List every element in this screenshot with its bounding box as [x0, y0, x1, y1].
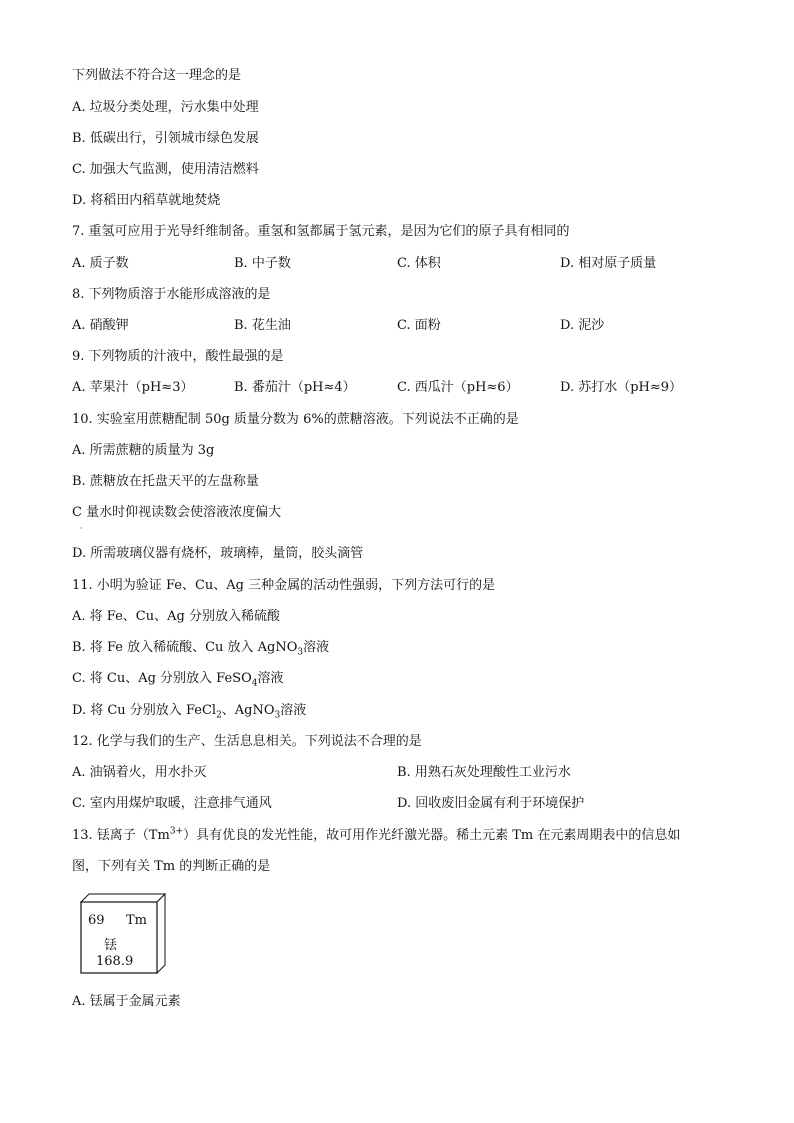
q6-option-a: A. 垃圾分类处理，污水集中处理 [72, 100, 259, 115]
q12-option-a: A. 油锅着火，用水扑灭 [72, 765, 207, 780]
q13-stem: 13. 铥离子$(Tm^{3+})$具有优良的发光性能，故可用作光纤激光器。稀土元素 Tm 在元素周期表中的信息如 [72, 826, 681, 843]
q12-option-c: C. 室内用煤炉取暖，注意排气通风 [72, 796, 272, 811]
q11-stem: 11. 小明为验证 Fe、Cu、Ag 三种金属的活动性强弱，下列方法可行的是 [72, 578, 496, 593]
q6-option-d: D. 将稻田内稻草就地焚烧 [72, 193, 221, 208]
q9-option-c: C. 西瓜汁（pH≈6） [397, 380, 519, 395]
q9-option-d: D. 苏打水（pH≈9） [560, 380, 683, 395]
q12-option-d: D. 回收废旧金属有利于环境保护 [397, 796, 585, 811]
q9-option-b: B. 番茄汁（pH≈4） [234, 380, 356, 395]
stray-dot: · [80, 524, 83, 533]
q10-option-a: A. 所需蔗糖的质量为 3g [72, 443, 215, 458]
q8-stem: 8. 下列物质溶于水能形成溶液的是 [72, 287, 271, 302]
q7-option-d: D. 相对原子质量 [560, 256, 657, 271]
q11-option-a: A. 将 Fe、Cu、Ag 分别放入稀硫酸 [72, 609, 280, 624]
q7-stem: 7. 重氢可应用于光导纤维制备。重氢和氢都属于氢元素，是因为它们的原子具有相同的 [72, 224, 570, 239]
q7-option-c: C. 体积 [397, 256, 441, 271]
element-tile-tm [80, 893, 166, 973]
q8-option-a: A. 硝酸钾 [72, 318, 129, 333]
q12-stem: 12. 化学与我们的生产、生活息息相关。下列说法不合理的是 [72, 734, 422, 749]
q6-option-c: C. 加强大气监测，使用清洁燃料 [72, 162, 259, 177]
atomic-number: 69 [88, 913, 105, 928]
q11-option-d: D. 将 Cu 分别放入 FeCl$_2$、AgNO$_3$溶液 [72, 703, 307, 721]
q8-option-c: C. 面粉 [397, 318, 441, 333]
q10-stem: 10. 实验室用蔗糖配制 50g 质量分数为 6%的蔗糖溶液。下列说法不正确的是 [72, 412, 519, 427]
q13-option-a: A. 铥属于金属元素 [72, 994, 181, 1009]
q6-option-b: B. 低碳出行，引领城市绿色发展 [72, 131, 259, 146]
atomic-mass: 168.9 [96, 954, 134, 969]
q6-stem: 下列做法不符合这一理念的是 [72, 68, 242, 83]
q9-option-a: A. 苹果汁（pH≈3） [72, 380, 194, 395]
element-name: 铥 [104, 938, 118, 953]
q8-option-d: D. 泥沙 [560, 318, 605, 333]
q7-option-b: B. 中子数 [234, 256, 291, 271]
q12-option-b: B. 用熟石灰处理酸性工业污水 [397, 765, 571, 780]
element-symbol: Tm [126, 913, 147, 928]
q11-option-c: C. 将 Cu、Ag 分别放入 FeSO$_4$溶液 [72, 671, 284, 689]
q10-option-b: B. 蔗糖放在托盘天平的左盘称量 [72, 474, 259, 489]
q8-option-b: B. 花生油 [234, 318, 291, 333]
q10-option-c: C 量水时仰视读数会使溶液浓度偏大 [72, 505, 282, 520]
q9-stem: 9. 下列物质的汁液中，酸性最强的是 [72, 349, 284, 364]
q7-option-a: A. 质子数 [72, 256, 129, 271]
q13-stem-line2: 图，下列有关 Tm 的判断正确的是 [72, 859, 271, 874]
q11-option-b: B. 将 Fe 放入稀硫酸、Cu 放入 AgNO$_3$溶液 [72, 640, 330, 658]
q10-option-d: D. 所需玻璃仪器有烧杯，玻璃棒，量筒，胶头滴管 [72, 546, 364, 561]
